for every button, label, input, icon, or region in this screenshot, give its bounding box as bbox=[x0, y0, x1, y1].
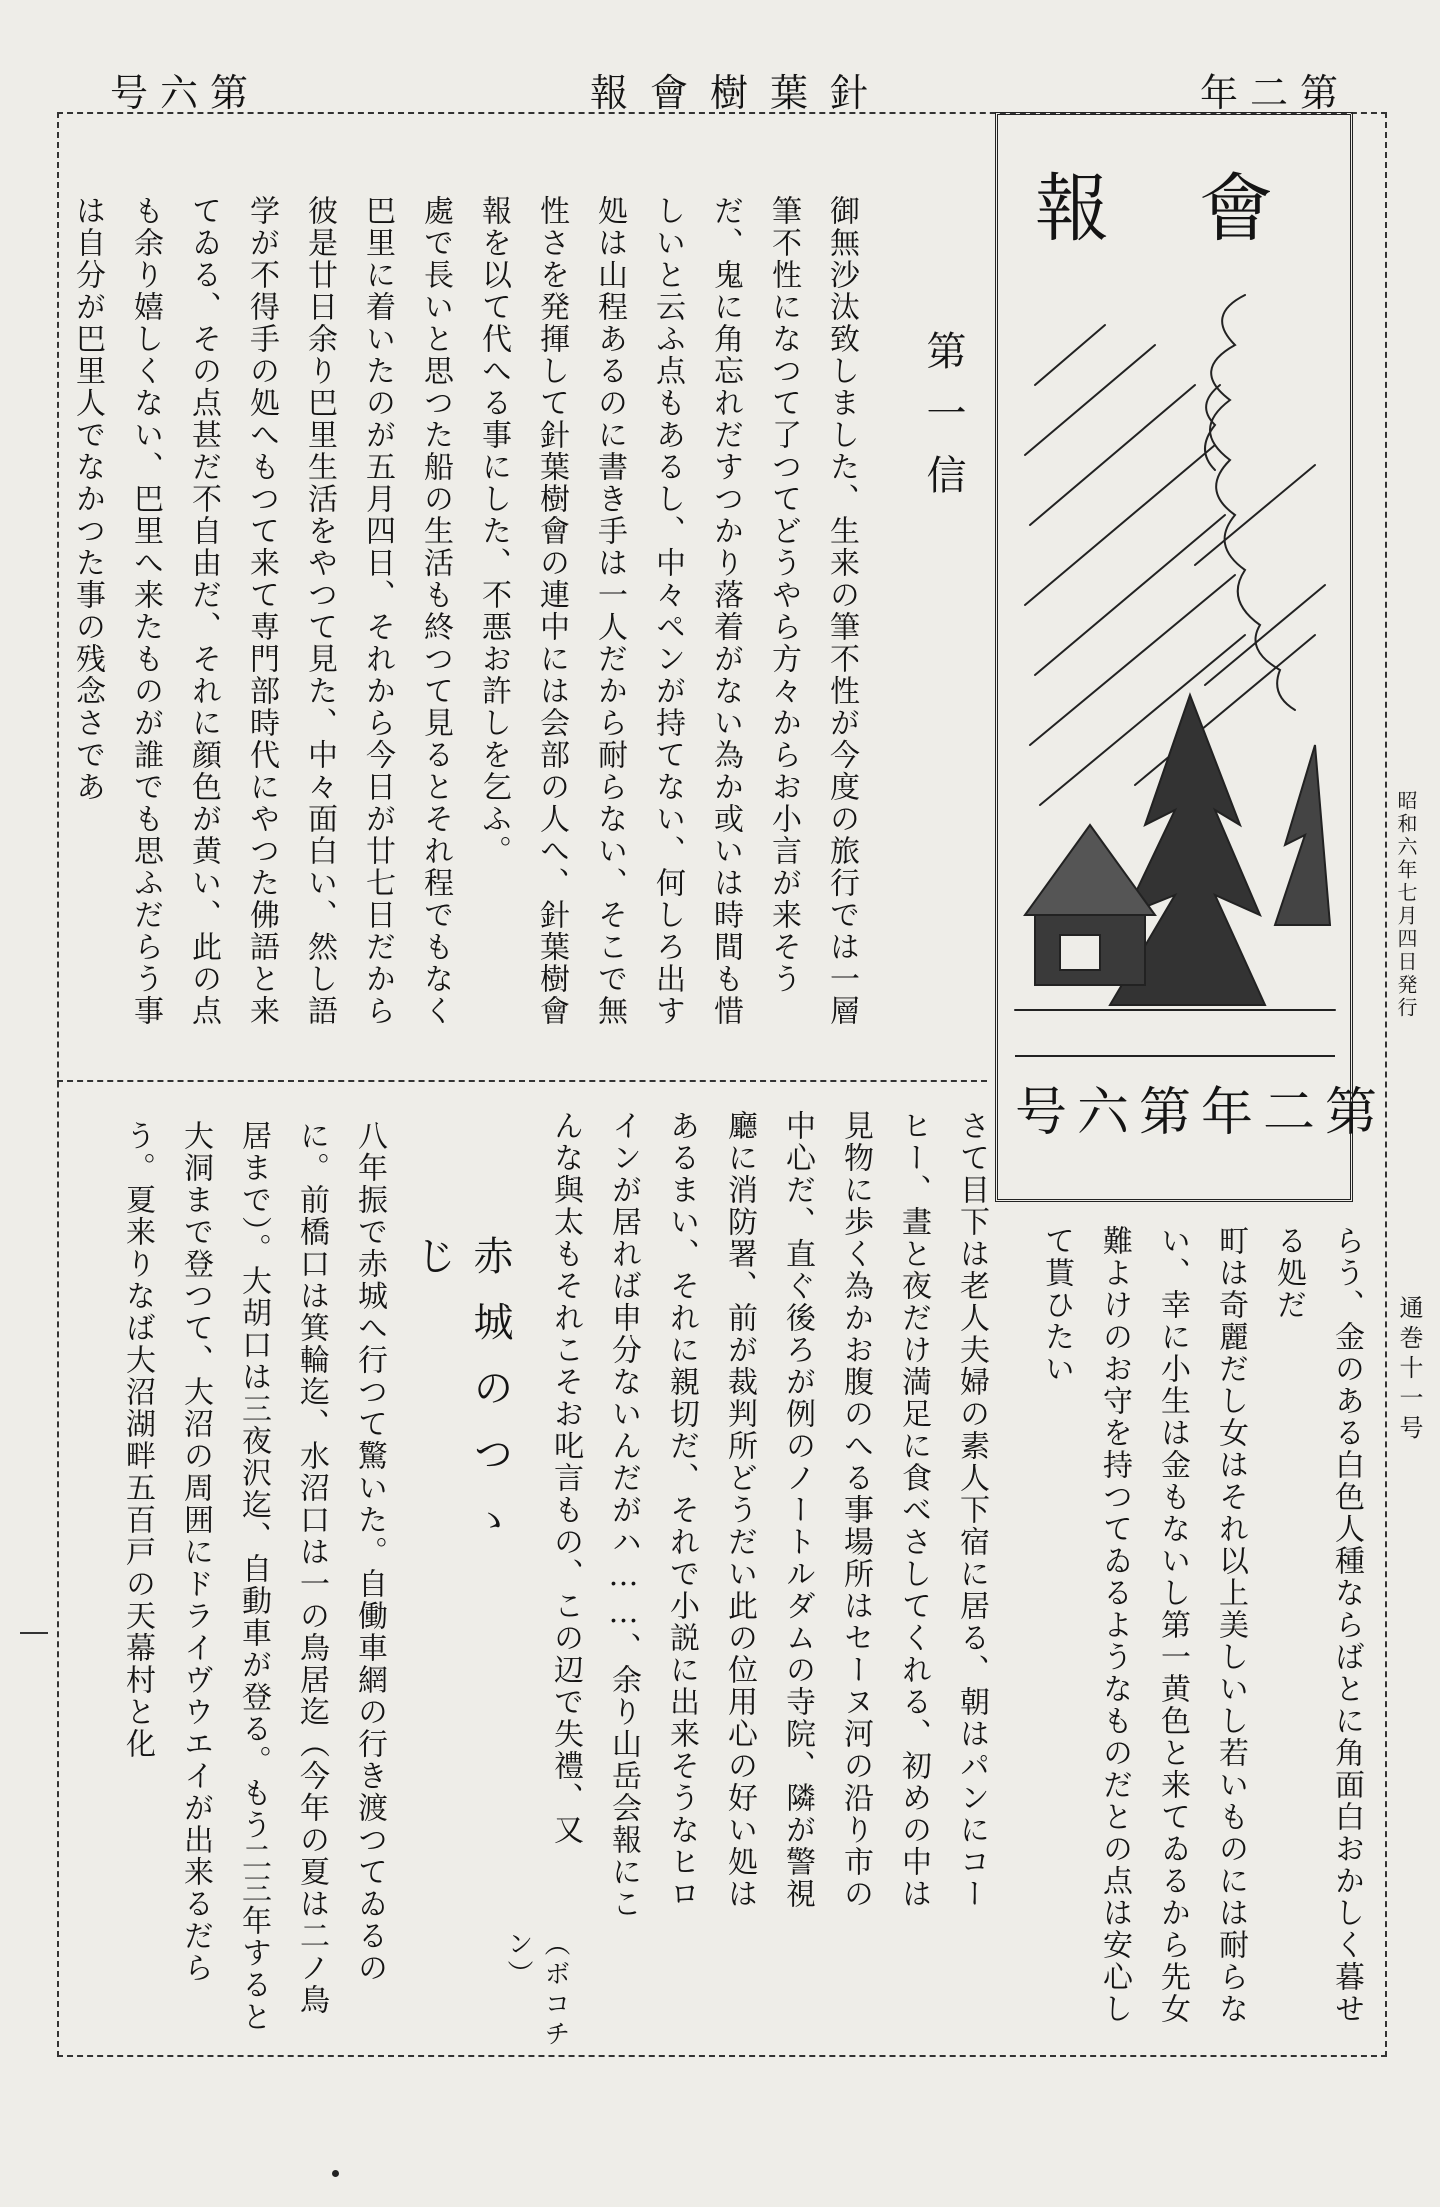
masthead-title: 報會 bbox=[1035, 166, 1363, 252]
article1-continuation-2: さて目下は老人夫婦の素人下宿に居る、朝はパンにコーヒー、晝と夜だけ満足に食べさしてくれる、初めの中は見物に歩く為かお腹のへる事場所はセーヌ河の沿り市の中心だ、直ぐ後ろが例のノートルダムの寺院、隣が警視廳に消防署、前が裁判所どうだい此の位用心の好い処はあるまい、それに親切だ、それで小説に出来そうなヒロインが居れば申分ないんだがハ……、余り山岳会報にこんな與太もそれこそお叱言もの、この辺で失禮、又 bbox=[548, 1110, 989, 1920]
article1-heading: 第一信 bbox=[920, 330, 966, 516]
article2-heading: 赤城のつゝじ bbox=[410, 1235, 513, 1565]
header-issue-number: 号六第 bbox=[110, 71, 261, 115]
masthead-rule bbox=[1015, 1055, 1335, 1057]
section-divider bbox=[57, 1080, 987, 1082]
margin-tick-mark bbox=[20, 1632, 48, 1634]
masthead-issue-label: 号六第年二第 bbox=[1015, 1083, 1388, 1143]
print-speck bbox=[332, 2170, 339, 2177]
article1-continuation: らう、金のある白色人種ならばとに角面白おかしく暮せる処だ 町は奇麗だし女はそれ以上美しいし若いものには耐らない、幸に小生は金もないし第一黄色と来てゐるから先女難よけのお守を持つてゐるようなものだとの点は安心して貰ひたい bbox=[1039, 1225, 1364, 2025]
header-newsletter-title: 報會樹葉針 bbox=[590, 71, 891, 115]
publication-date: 昭和六年七月四日発行 bbox=[1394, 790, 1418, 1020]
article1-signature: （ボコチン） bbox=[503, 1930, 570, 2050]
cumulative-issue-number: 通巻十一号 bbox=[1395, 1295, 1423, 1445]
header-year-label: 年二第 bbox=[1200, 71, 1351, 115]
mountain-hut-drawing-icon bbox=[1015, 265, 1335, 1035]
article2-body: 八年振で赤城へ行つて驚いた。自働車網の行き渡つてゐるのに。前橋口は箕輪迄、水沼口は一の鳥居迄（今年の夏は二ノ鳥居まで）。大胡口は三夜沢迄、自動車が登る。もう二三年すると大洞まで登つて、大沼の周囲にドライヴウエイが出来るだらう。夏来りなば大沼湖畔五百戸の天幕村と化 bbox=[120, 1120, 387, 2033]
article1-body: 御無沙汰致しました、生来の筆不性が今度の旅行では一層筆不性になつて了つてどうやら方々からお小言が来そうだ、鬼に角忘れだすつかり落着がない為か或いは時間も惜しいと云ふ点もあるし、中々ペンが持てない、何しろ出す処は山程あるのに書き手は一人だから耐らない、そこで無性さを発揮して針葉樹會の連中には会部の人へ、針葉樹會報を以て代へる事にした、不悪お許しを乞ふ。 處で長いと思つた船の生活も終つて見るとそれ程でもなく巴里に着いたのが五月四日、それから今日が廿七日だから彼是廿日余り巴里生活をやつて見た、中々面白い、然し語学が不得手の処へもつて来て専門部時代にやつた佛語と来てゐる、その点甚だ不自由だ、それに顔色が黄い、此の点も余り嬉しくない、巴里へ来たものが誰でも思ふだらう事は自分が巴里人でなかつた事の残念さであ bbox=[70, 195, 859, 1027]
